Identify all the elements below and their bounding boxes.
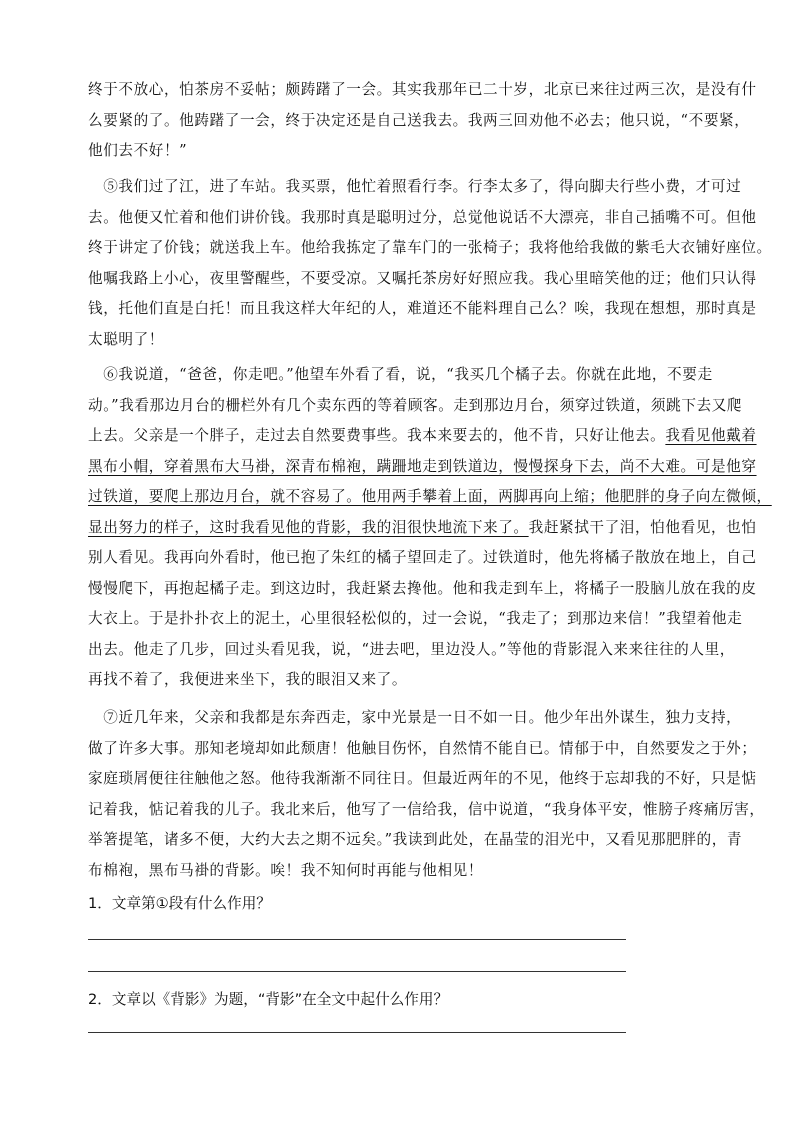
text-line — [88, 172, 742, 203]
text-line — [88, 106, 750, 137]
text-line — [88, 391, 743, 422]
text-segment: 记着我，惦记着我的儿子。我北来后，他写了一信给我，信中说道，“我身体平安，惟膀子疼痛厉害， — [88, 800, 765, 818]
text-line — [88, 325, 708, 356]
paragraph-5 — [88, 172, 772, 355]
text-line — [88, 75, 757, 106]
text-segment: 终于不放心，怕茶房不妥帖；颇踌躇了一会。其实我那年已二十岁，北京已来往过两三次，是没有什 — [88, 81, 757, 98]
text-segment: 动。”我看那边月台的栅栏外有几个卖东西的等着顾客。走到那边月台，须穿过铁道，须跳下去又爬 — [88, 396, 743, 414]
text-line — [88, 294, 757, 325]
text-segment: 上去。父亲是一个胖子，走过去自然要费事些。我本来要去的，他不肯，只好让他去。 — [88, 427, 666, 444]
text-line — [88, 604, 743, 635]
text-line — [88, 734, 757, 765]
underlined-text: 黑布小帽，穿着黑布大马褂，深青布棉袍，蹒跚地走到铁道边，慢慢探身下去，尚不大难。可是他穿 — [88, 457, 757, 475]
text-segment: 别人看见。我再向外看时，他已抱了朱红的橘子望回走了。过铁道时，他先将橘子散放在地上，自己 — [88, 549, 757, 566]
text-segment: 布棉袍，黑布马褂的背影。唉！我不知何时再能与他相见！ — [88, 861, 484, 879]
text-segment: 再找不着了，我便进来坐下，我的眼泪又来了。 — [88, 671, 408, 688]
text-segment: 太聪明了！ — [88, 330, 164, 348]
text-segment: 家庭琐屑便往往触他之怒。他待我渐渐不同往日。但最近两年的不见，他终于忘却我的不好，只是惦 — [88, 770, 757, 787]
text-line — [88, 264, 757, 295]
text-line — [88, 233, 772, 264]
underlined-text: 我看见他戴着 — [665, 427, 757, 444]
text-line — [88, 703, 742, 734]
text-line — [88, 513, 757, 544]
text-segment: 么要紧的了。他踌躇了一会，终于决定还是自己送我去。我两三回劝他不必去；他只说，“不要紧， — [88, 111, 750, 129]
answer-line-1b[interactable] — [88, 971, 626, 972]
text-line — [88, 543, 757, 574]
text-line — [88, 452, 757, 483]
answer-line-1a[interactable] — [88, 939, 626, 940]
answer-line-2a[interactable] — [88, 1032, 626, 1033]
text-line — [88, 635, 735, 666]
text-segment: 他们去不好！” — [88, 142, 188, 159]
text-segment: 去。他便又忙着和他们讲价钱。我那时真是聪明过分，总觉他说话不大漂亮，非自己插嘴不可。但他 — [88, 208, 757, 226]
text-line — [88, 421, 757, 452]
text-segment: 终于讲定了价钱；就送我上车。他给我拣定了靠车门的一张椅子；我将他给我做的紫毛大衣铺好座位。 — [88, 239, 772, 256]
text-line — [88, 203, 757, 234]
text-line — [88, 665, 708, 696]
paragraph-6 — [88, 360, 772, 696]
text-segment: 做了许多大事。那知老境却如此颓唐！他触目伤怀，自然情不能自已。情郁于中，自然要发之于外； — [88, 739, 757, 757]
text-line — [88, 764, 757, 795]
text-segment: ⑥我说道，“爸爸，你走吧。”他望车外看了看，说，“我买几个橘子去。你就在此地，不要走 — [88, 366, 713, 383]
paragraph-4-end — [88, 75, 757, 167]
text-segment: 慢慢爬下，再抱起橘子走。到这边时，我赶紧去搀他。他和我走到车上，将橘子一股脑儿放在我的皮 — [88, 579, 757, 597]
text-line — [88, 856, 708, 887]
question-1: 1．文章第①段有什么作用？ — [88, 895, 271, 912]
text-line — [88, 136, 708, 167]
text-segment: 我赶紧拭干了泪，怕他看见，也怕 — [528, 518, 757, 536]
text-line — [88, 360, 713, 391]
underlined-text: 显出努力的样子，这时我看见他的背影，我的泪很快地流下来了。 — [88, 518, 529, 536]
text-segment: ⑦近几年来，父亲和我都是东奔西走，家中光景是一日不如一日。他少年出外谋生，独力支持， — [88, 709, 742, 726]
text-line — [88, 825, 743, 856]
text-line — [88, 574, 757, 605]
text-segment: 大衣上。于是扑扑衣上的泥土，心里很轻松似的，过一会说，“我走了；到那边来信！”我望着他走 — [88, 610, 743, 627]
question-2: 2．文章以《背影》为题，“背影”在全文中起什么作用？ — [88, 991, 449, 1008]
text-segment: 举箸提笔，诸多不便，大约大去之期不远矣。”我读到此处，在晶莹的泪光中，又看见那肥胖的，青 — [88, 831, 743, 848]
text-segment: 出去。他走了几步，回过头看见我，说，“进去吧，里边没人。”等他的背影混入来来往往的人里， — [88, 640, 735, 658]
text-segment: ⑤我们过了江，进了车站。我买票，他忙着照看行李。行李太多了，得向脚夫行些小费，才可过 — [88, 178, 742, 195]
paragraph-7 — [88, 703, 765, 886]
text-segment: 钱，托他们直是白托！而且我这样大年纪的人，难道还不能料理自己么？唉，我现在想想，那时真是 — [88, 300, 757, 317]
underlined-text: 过铁道，要爬上那边月台，就不容易了。他用两手攀着上面，两脚再向上缩；他肥胖的身子向左微倾， — [88, 488, 772, 505]
text-line — [88, 482, 772, 513]
text-line — [88, 795, 765, 826]
text-segment: 他嘱我路上小心，夜里警醒些，不要受凉。又嘱托茶房好好照应我。我心里暗笑他的迂；他们只认得 — [88, 269, 757, 287]
